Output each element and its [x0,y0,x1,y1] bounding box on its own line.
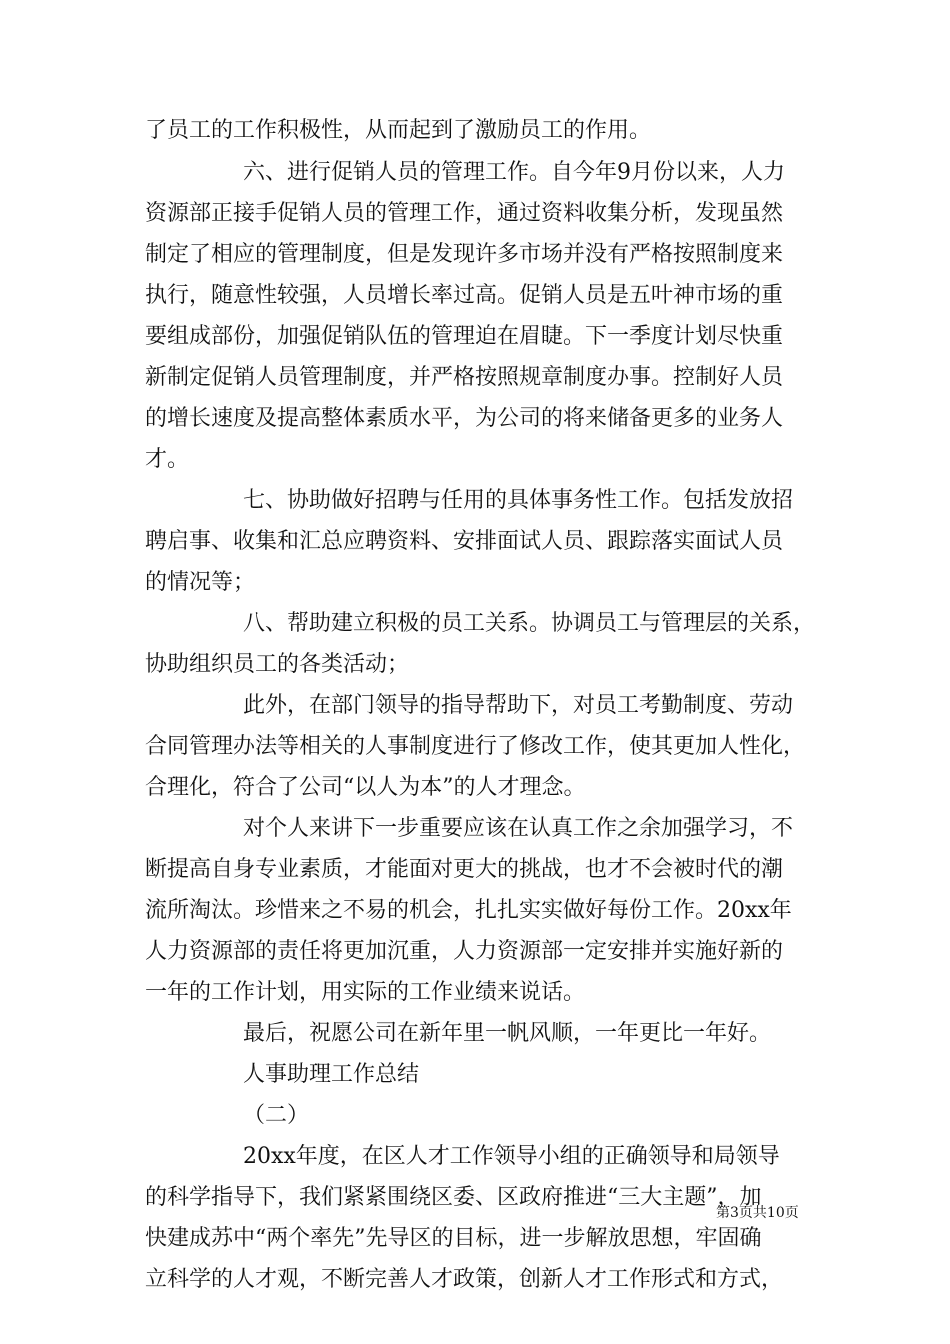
paragraph-line: 对个人来讲下一步重要应该在认真工作之余加强学习，不 [243,816,794,841]
section-title: 人事助理工作总结 [243,1062,420,1087]
paragraph-line: 要组成部份，加强促销队伍的管理迫在眉睫。下一季度计划尽快重 [145,324,784,349]
paragraph-line: 流所淘汰。珍惜来之不易的机会，扎扎实实做好每份工作。20xx年 [145,898,792,923]
paragraph-line: 的增长速度及提高整体素质水平，为公司的将来储备更多的业务人 [145,406,784,431]
paragraph-line: 合同管理办法等相关的人事制度进行了修改工作，使其更加人性化， [145,734,806,759]
paragraph-line: 八、帮助建立积极的员工关系。协调员工与管理层的关系， [243,611,816,636]
paragraph-line: 七、协助做好招聘与任用的具体事务性工作。包括发放招 [243,488,794,513]
paragraph-line: 一年的工作计划，用实际的工作业绩来说话。 [145,980,586,1005]
paragraph-line: 资源部正接手促销人员的管理工作，通过资料收集分析，发现虽然 [145,201,784,226]
paragraph-line: 人力资源部的责任将更加沉重，人力资源部一定安排并实施好新的 [145,939,784,964]
paragraph-line: 的科学指导下，我们紧紧围绕区委、区政府推进“三大主题”，加 [145,1185,762,1210]
paragraph-line: 立科学的人才观，不断完善人才政策，创新人才工作形式和方式， [145,1267,784,1292]
paragraph-line: 的情况等； [145,570,256,595]
section-number: （二） [243,1103,310,1128]
paragraph-line: 六、进行促销人员的管理工作。自今年9月份以来，人力 [243,160,785,185]
page-number: 第3页共10页 [716,1205,799,1221]
paragraph-line: 了员工的工作积极性，从而起到了激励员工的作用。 [145,118,652,143]
paragraph-line: 20xx年度，在区人才工作领导小组的正确领导和局领导 [243,1144,780,1169]
paragraph-line: 新制定促销人员管理制度，并严格按照规章制度办事。控制好人员 [145,365,784,390]
paragraph-line: 才。 [145,447,190,472]
paragraph-line: 执行，随意性较强，人员增长率过高。促销人员是五叶神市场的重 [145,283,784,308]
paragraph-line: 快建成苏中“两个率先”先导区的目标，进一步解放思想，牢固确 [145,1226,762,1251]
paragraph-line: 协助组织员工的各类活动； [145,652,410,677]
paragraph-line: 此外，在部门领导的指导帮助下，对员工考勤制度、劳动 [243,693,794,718]
paragraph-line: 最后，祝愿公司在新年里一帆风顺，一年更比一年好。 [243,1021,772,1046]
paragraph-line: 聘启事、收集和汇总应聘资料、安排面试人员、跟踪落实面试人员 [145,529,784,554]
paragraph-line: 合理化，符合了公司“以人为本”的人才理念。 [145,775,586,800]
paragraph-line: 断提高自身专业素质，才能面对更大的挑战，也才不会被时代的潮 [145,857,784,882]
paragraph-line: 制定了相应的管理制度，但是发现许多市场并没有严格按照制度来 [145,242,784,267]
